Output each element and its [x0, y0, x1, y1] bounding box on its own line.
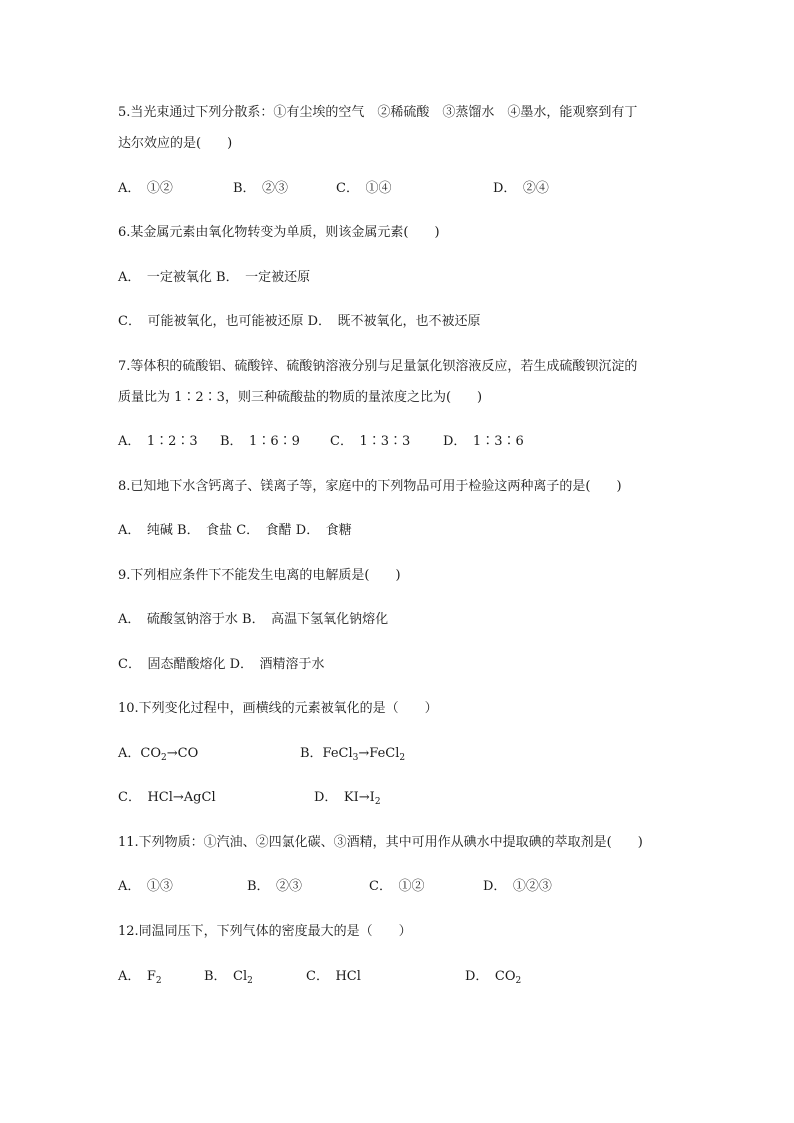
question-5-option-a: A． ①② — [118, 181, 173, 196]
question-7-option-c: C． 1∶3∶3 — [330, 434, 411, 449]
question-8-options: A． 纯碱 B． 食盐 C． 食醋 D． 食糖 — [118, 523, 352, 538]
question-7-stem-line1: 7.等体积的硫酸铝、硫酸锌、硫酸钠溶液分别与足量氯化钡溶液反应，若生成硫酸钡沉淀的 — [118, 359, 638, 374]
question-12-option-a: A． $F_2$ — [118, 969, 162, 986]
question-12-option-b: B． $Cl_2$ — [204, 969, 253, 986]
question-11-option-b: B． ②③ — [247, 879, 303, 894]
question-8-stem: 8.已知地下水含钙离子、镁离子等，家庭中的下列物品可用于检验这两种离子的是( ) — [118, 479, 622, 494]
question-12-stem: 12.同温同压下，下列气体的密度最大的是（ ） — [118, 924, 412, 939]
question-9-options-line2: C． 固态醋酸熔化 D． 酒精溶于水 — [118, 657, 325, 672]
question-6-options-line2: C． 可能被氧化，也可能被还原 D． 既不被氧化，也不被还原 — [118, 314, 481, 329]
question-10-option-c: C． HCl→AgCl — [118, 790, 216, 805]
question-5-option-d: D． ②④ — [493, 181, 549, 196]
question-11-option-c: C． ①② — [369, 879, 425, 894]
question-10-option-a: A．$CO_2\to CO$ — [118, 746, 199, 763]
question-11-option-d: D． ①②③ — [483, 879, 552, 894]
question-9-stem: 9.下列相应条件下不能发生电离的电解质是( ) — [118, 568, 401, 583]
question-6-stem: 6.某金属元素由氧化物转变为单质，则该金属元素( ) — [118, 225, 440, 240]
question-5-option-b: B． ②③ — [233, 181, 289, 196]
question-12-option-c: C． HCl — [306, 969, 361, 984]
question-5-stem-line2: 达尔效应的是( ) — [118, 136, 233, 151]
question-7-option-a: A． 1∶2∶3 — [118, 434, 198, 449]
question-9-options-line1: A． 硫酸氢钠溶于水 B． 高温下氢氧化钠熔化 — [118, 612, 389, 627]
question-6-options-line1: A． 一定被氧化 B． 一定被还原 — [118, 270, 311, 285]
question-11-option-a: A． ①③ — [118, 879, 173, 894]
question-11-stem: 11.下列物质：①汽油、②四氯化碳、③酒精，其中可用作从碘水中提取碘的萃取剂是( ) — [118, 835, 643, 850]
question-10-option-b: B．FeCl$_3$→FeCl$_2$ — [300, 746, 406, 763]
question-7-stem-line2: 质量比为 1∶2∶3，则三种硫酸盐的物质的量浓度之比为( ) — [118, 390, 483, 405]
question-12-option-d: D． $CO_2$ — [465, 969, 522, 986]
question-7-option-d: D． 1∶3∶6 — [443, 434, 524, 449]
question-10-option-d: D． $KI\to I_2$ — [314, 790, 381, 807]
question-5-stem-line1: 5.当光束通过下列分散系：①有尘埃的空气 ②稀硫酸 ③蒸馏水 ④墨水，能观察到有丁 — [118, 105, 638, 120]
question-10-stem: 10.下列变化过程中，画横线的元素被氧化的是（ ） — [118, 701, 438, 716]
question-7-option-b: B． 1∶6∶9 — [220, 434, 300, 449]
question-5-option-c: C． ①④ — [336, 181, 392, 196]
